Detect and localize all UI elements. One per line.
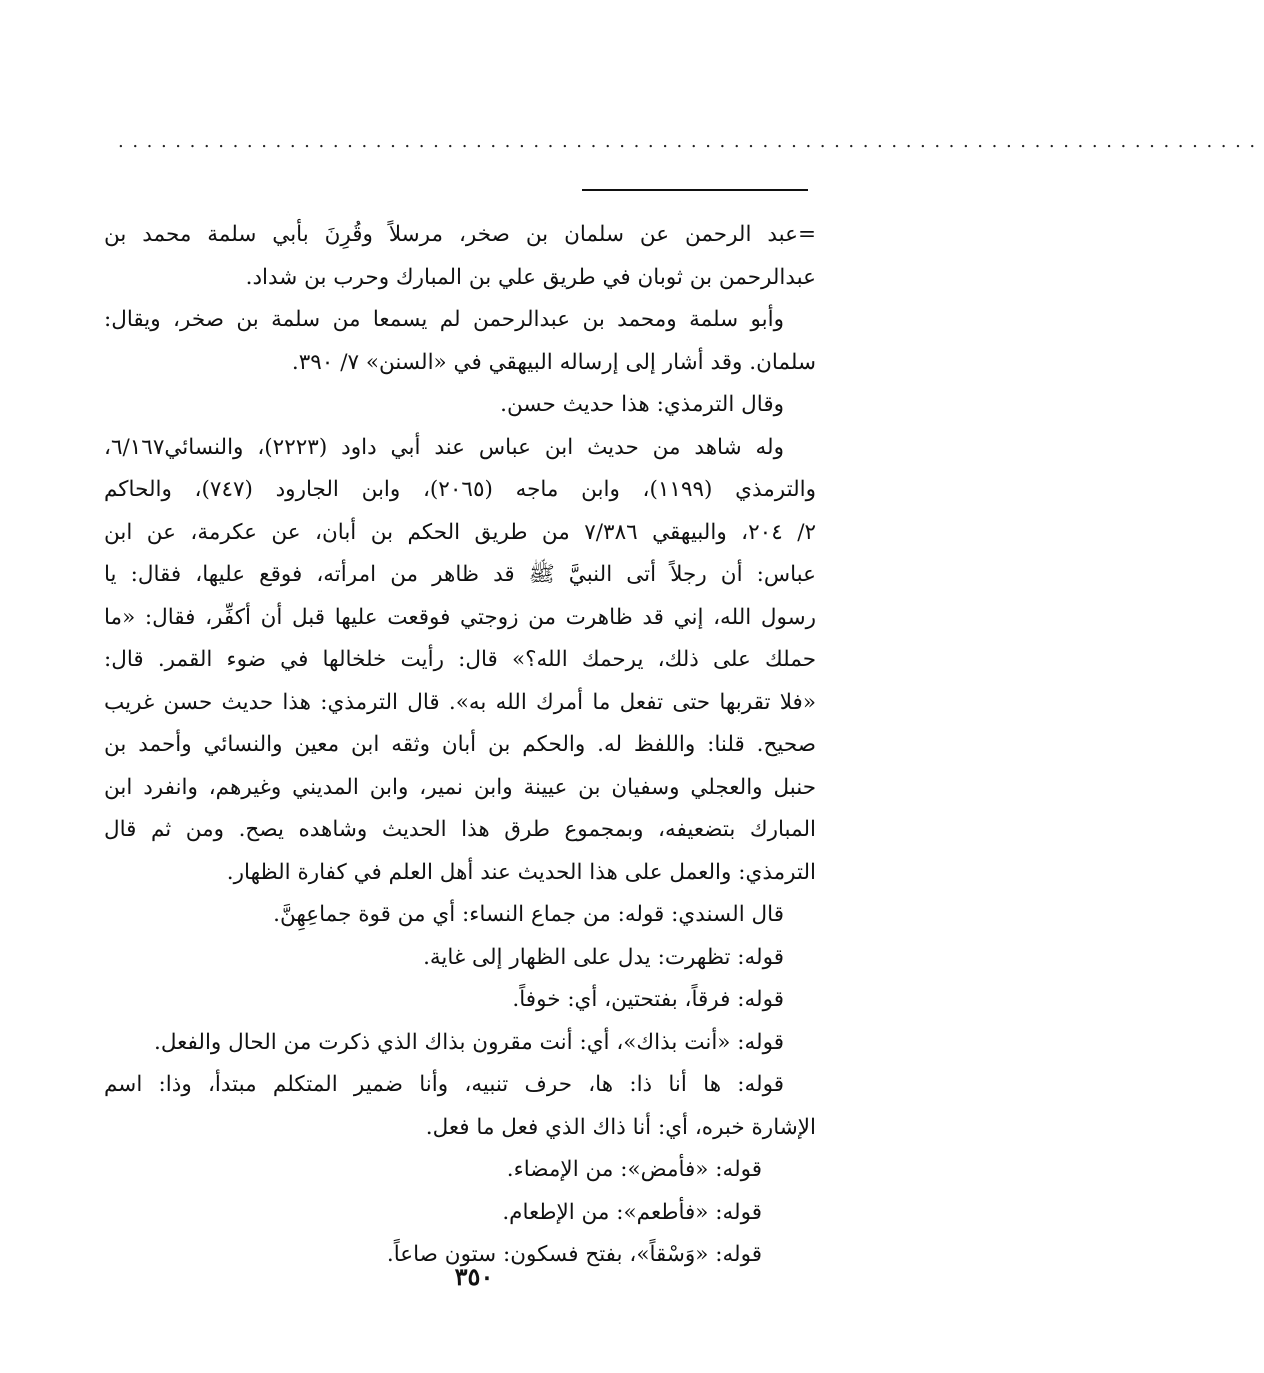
text-line: قوله: «فأطعم»: من الإطعام. [502, 1199, 762, 1225]
text-line: صحيح. قلنا: واللفظ له. والحكم بن أبان وثقه ابن معين والنسائي وأحمد بن [104, 732, 816, 757]
text-line: رسول الله، إني قد ظاهرت من زوجتي فوقعت عليها قبل أن أكفِّر، فقال: «ما [104, 604, 816, 630]
text-line: الترمذي: والعمل على هذا الحديث عند أهل العلم في كفارة الظهار. [226, 859, 816, 885]
text-line: وقال الترمذي: هذا حديث حسن. [500, 392, 784, 417]
text-line: الإشارة خبره، أي: أنا ذاك الذي فعل ما فعل. [425, 1114, 816, 1140]
text-line: قوله: «أنت بذاك»، أي: أنت مقرون بذاك الذي ذكرت من الحال والفعل. [154, 1029, 784, 1055]
footnote-text [104, 214, 816, 1277]
text-line: قوله: فرقاً، بفتحتين، أي: خوفاً. [512, 987, 784, 1012]
text-line: قال السندي: قوله: من جماع النساء: أي من قوة جماعِهِنَّ. [273, 902, 784, 927]
dotted-separator: ................................................................................ [118, 131, 1264, 152]
text-line: ٢/ ٢٠٤، والبيهقي ٧/٣٨٦ من طريق الحكم بن أبان، عن عكرمة، عن ابن [104, 519, 817, 545]
text-line: والترمذي (١١٩٩)، وابن ماجه (٢٠٦٥)، وابن الجارود (٧٤٧)، والحاكم [104, 477, 816, 502]
text-line: قوله: تظهرت: يدل على الظهار إلى غاية. [423, 944, 784, 970]
text-line: قوله: «فأمض»: من الإمضاء. [506, 1157, 762, 1182]
text-line: حملك على ذلك، يرحمك الله؟» قال: رأيت خلخالها في ضوء القمر. قال: [104, 647, 816, 672]
text-line: وأبو سلمة ومحمد بن عبدالرحمن لم يسمعا من سلمة بن صخر، ويقال: [104, 307, 784, 332]
text-line: قوله: «وَسْقاً»، بفتح فسكون: ستون صاعاً. [386, 1242, 762, 1267]
text-line: «فلا تقربها حتى تفعل ما أمرك الله به». قال الترمذي: هذا حديث حسن غريب [104, 689, 816, 715]
footnote-rule [582, 189, 808, 191]
text-line: حنبل والعجلي وسفيان بن عيينة وابن نمير، وابن المديني وغيرهم، وانفرد ابن [104, 774, 816, 800]
text-line: وله شاهد من حديث ابن عباس عند أبي داود (٢٢٢٣)، والنسائي٦/١٦٧، [104, 434, 784, 460]
text-line: =عبد الرحمن عن سلمان بن صخر، مرسلاً وقُرِنَ بأبي سلمة محمد بن [104, 222, 816, 247]
text-line: قوله: ها أنا ذا: ها، حرف تنبيه، وأنا ضمير المتكلم مبتدأ، وذا: اسم [104, 1072, 784, 1097]
page-number: ٣٥٠ [454, 1262, 494, 1291]
text-line: عبدالرحمن بن ثوبان في طريق علي بن المبارك وحرب بن شداد. [245, 264, 816, 290]
text-line: عباس: أن رجلاً أتى النبيَّ ﷺ قد ظاهر من امرأته، فوقع عليها، فقال: يا [104, 562, 816, 587]
text-line: سلمان. وقد أشار إلى إرساله البيهقي في «السنن» ٧/ ٣٩٠. [291, 349, 816, 375]
text-line: المبارك بتضعيفه، وبمجموع طرق هذا الحديث وشاهده يصح. ومن ثم قال [104, 817, 816, 842]
